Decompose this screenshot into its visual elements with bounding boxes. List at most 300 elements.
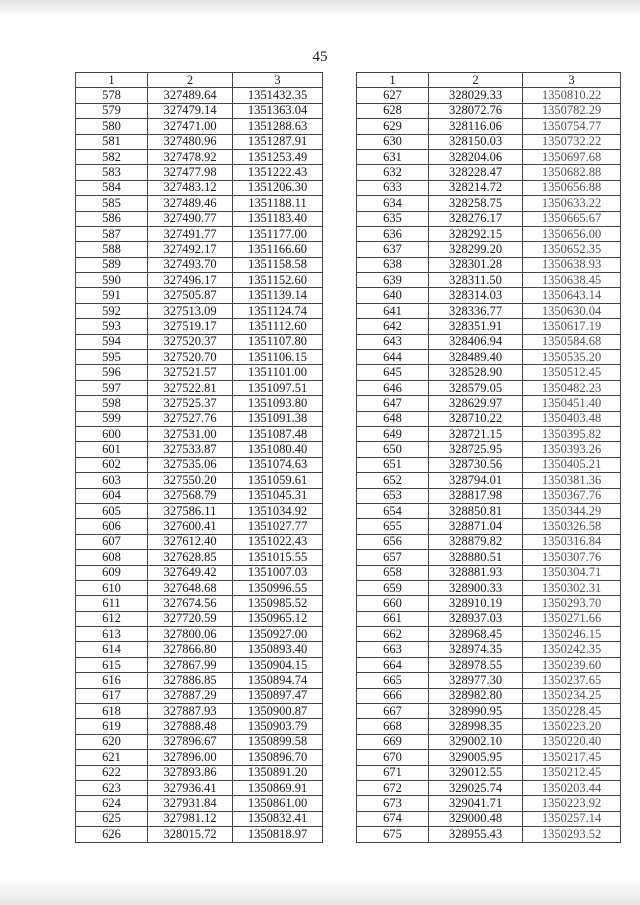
point-number-cell: 588 [76,242,148,257]
table-row [76,827,323,842]
x-coordinate-cell: 327886.85 [148,673,233,688]
point-number-cell: 663 [357,642,429,657]
y-coordinate-cell: 1351363.04 [233,103,323,118]
x-coordinate-cell: 328990.95 [429,704,523,719]
x-coordinate-cell: 327519.17 [148,319,233,334]
y-coordinate-cell: 1350535.20 [523,350,621,365]
y-coordinate-cell: 1351177.00 [233,226,323,241]
x-coordinate-cell: 327893.86 [148,765,233,780]
y-coordinate-cell: 1350643.14 [523,288,621,303]
x-coordinate-cell: 328900.33 [429,580,523,595]
x-coordinate-cell: 328204.06 [429,149,523,164]
x-coordinate-cell: 327496.17 [148,273,233,288]
table-row [357,811,621,826]
point-number-cell: 635 [357,211,429,226]
x-coordinate-cell: 329002.10 [429,734,523,749]
table-row [357,457,621,472]
x-coordinate-cell: 328336.77 [429,303,523,318]
table-row [357,319,621,334]
point-number-cell: 628 [357,103,429,118]
point-number-cell: 631 [357,149,429,164]
y-coordinate-cell: 1350228.45 [523,704,621,719]
point-number-cell: 596 [76,365,148,380]
y-coordinate-cell: 1350617.19 [523,319,621,334]
table-row [357,119,621,134]
point-number-cell: 626 [76,827,148,842]
x-coordinate-cell: 328978.55 [429,657,523,672]
y-coordinate-cell: 1350217.45 [523,750,621,765]
point-number-cell: 609 [76,565,148,580]
table-row [357,473,621,488]
y-coordinate-cell: 1350682.88 [523,165,621,180]
table-row [76,611,323,626]
x-coordinate-cell: 328351.91 [429,319,523,334]
x-coordinate-cell: 328292.15 [429,226,523,241]
x-coordinate-cell: 327525.37 [148,396,233,411]
y-coordinate-cell: 1350782.29 [523,103,621,118]
y-coordinate-cell: 1350405.21 [523,457,621,472]
point-number-cell: 661 [357,611,429,626]
x-coordinate-cell: 327478.92 [148,149,233,164]
x-coordinate-cell: 328314.03 [429,288,523,303]
y-coordinate-cell: 1350271.66 [523,611,621,626]
y-coordinate-cell: 1350652.35 [523,242,621,257]
table-row [357,180,621,195]
y-coordinate-cell: 1350656.88 [523,180,621,195]
x-coordinate-cell: 328116.06 [429,119,523,134]
point-number-cell: 592 [76,303,148,318]
table-row [357,257,621,272]
point-number-cell: 581 [76,134,148,149]
point-number-cell: 625 [76,811,148,826]
table-row [76,503,323,518]
point-number-cell: 586 [76,211,148,226]
point-number-cell: 670 [357,750,429,765]
x-coordinate-cell: 327490.77 [148,211,233,226]
x-coordinate-cell: 328879.82 [429,534,523,549]
table-row [76,765,323,780]
y-coordinate-cell: 1351093.80 [233,396,323,411]
point-number-cell: 604 [76,488,148,503]
point-number-cell: 645 [357,365,429,380]
table-row [76,734,323,749]
table-row [76,673,323,688]
table-row [76,334,323,349]
point-number-cell: 667 [357,704,429,719]
y-coordinate-cell: 1351253.49 [233,149,323,164]
point-number-cell: 607 [76,534,148,549]
x-coordinate-cell: 327936.41 [148,780,233,795]
table-row [76,396,323,411]
point-number-cell: 651 [357,457,429,472]
point-number-cell: 652 [357,473,429,488]
y-coordinate-cell: 1351034.92 [233,503,323,518]
table-row [76,565,323,580]
point-number-cell: 642 [357,319,429,334]
table-row [357,642,621,657]
table-row [76,149,323,164]
table-row [76,811,323,826]
y-coordinate-cell: 1350393.26 [523,442,621,457]
point-number-cell: 598 [76,396,148,411]
y-coordinate-cell: 1351124.74 [233,303,323,318]
y-coordinate-cell: 1350302.31 [523,580,621,595]
table-row [357,88,621,103]
point-number-cell: 641 [357,303,429,318]
x-coordinate-cell: 328276.17 [429,211,523,226]
x-coordinate-cell: 328871.04 [429,519,523,534]
y-coordinate-cell: 1350899.58 [233,734,323,749]
x-coordinate-cell: 328629.97 [429,396,523,411]
y-coordinate-cell: 1350638.45 [523,273,621,288]
x-coordinate-cell: 327649.42 [148,565,233,580]
point-number-cell: 647 [357,396,429,411]
point-number-cell: 648 [357,411,429,426]
y-coordinate-cell: 1350307.76 [523,550,621,565]
table-row [76,242,323,257]
table-row [357,750,621,765]
table-row [76,657,323,672]
x-coordinate-cell: 328721.15 [429,426,523,441]
y-coordinate-cell: 1350861.00 [233,796,323,811]
x-coordinate-cell: 327479.14 [148,103,233,118]
table-row [76,303,323,318]
y-coordinate-cell: 1351080.40 [233,442,323,457]
y-coordinate-cell: 1351432.35 [233,88,323,103]
point-number-cell: 654 [357,503,429,518]
point-number-cell: 579 [76,103,148,118]
point-number-cell: 640 [357,288,429,303]
table-row [76,580,323,595]
x-coordinate-cell: 328029.33 [429,88,523,103]
point-number-cell: 634 [357,196,429,211]
table-row [76,273,323,288]
x-coordinate-cell: 328794.01 [429,473,523,488]
point-number-cell: 669 [357,734,429,749]
x-coordinate-cell: 328489.40 [429,350,523,365]
header-cell-1: 1 [76,73,148,88]
y-coordinate-cell: 1350212.45 [523,765,621,780]
x-coordinate-cell: 328015.72 [148,827,233,842]
table-row [357,411,621,426]
header-cell-2: 2 [148,73,233,88]
x-coordinate-cell: 328710.22 [429,411,523,426]
table-row [357,334,621,349]
table-row [76,642,323,657]
table-row [357,211,621,226]
page-number: 45 [312,49,328,65]
point-number-cell: 666 [357,688,429,703]
x-coordinate-cell: 327521.57 [148,365,233,380]
point-number-cell: 650 [357,442,429,457]
x-coordinate-cell: 327628.85 [148,550,233,565]
table-row [76,426,323,441]
x-coordinate-cell: 327931.84 [148,796,233,811]
x-coordinate-cell: 327471.00 [148,119,233,134]
point-number-cell: 599 [76,411,148,426]
x-coordinate-cell: 328072.76 [429,103,523,118]
point-number-cell: 627 [357,88,429,103]
y-coordinate-cell: 1351022.43 [233,534,323,549]
point-number-cell: 675 [357,827,429,842]
table-row [357,719,621,734]
y-coordinate-cell: 1350754.77 [523,119,621,134]
y-coordinate-cell: 1351101.00 [233,365,323,380]
point-number-cell: 639 [357,273,429,288]
x-coordinate-cell: 327480.96 [148,134,233,149]
x-coordinate-cell: 327612.40 [148,534,233,549]
x-coordinate-cell: 328937.03 [429,611,523,626]
point-number-cell: 665 [357,673,429,688]
table-row [76,488,323,503]
point-number-cell: 580 [76,119,148,134]
header-cell-2: 2 [429,73,523,88]
table-row [76,288,323,303]
table-row [76,350,323,365]
y-coordinate-cell: 1350395.82 [523,426,621,441]
y-coordinate-cell: 1351222.43 [233,165,323,180]
point-number-cell: 587 [76,226,148,241]
table-row [76,319,323,334]
x-coordinate-cell: 327586.11 [148,503,233,518]
x-coordinate-cell: 327535.06 [148,457,233,472]
table-row [357,226,621,241]
point-number-cell: 601 [76,442,148,457]
coordinates-table-left [75,72,323,843]
point-number-cell: 618 [76,704,148,719]
y-coordinate-cell: 1350996.55 [233,580,323,595]
table-row [357,442,621,457]
y-coordinate-cell: 1351112.60 [233,319,323,334]
y-coordinate-cell: 1350220.40 [523,734,621,749]
table-row [357,503,621,518]
x-coordinate-cell: 327489.46 [148,196,233,211]
y-coordinate-cell: 1350965.12 [233,611,323,626]
y-coordinate-cell: 1350732.22 [523,134,621,149]
y-coordinate-cell: 1350869.91 [233,780,323,795]
x-coordinate-cell: 327531.00 [148,426,233,441]
table-row [76,719,323,734]
point-number-cell: 608 [76,550,148,565]
y-coordinate-cell: 1350927.00 [233,627,323,642]
x-coordinate-cell: 328982.80 [429,688,523,703]
y-coordinate-cell: 1351152.60 [233,273,323,288]
y-coordinate-cell: 1350381.36 [523,473,621,488]
y-coordinate-cell: 1350482.23 [523,380,621,395]
y-coordinate-cell: 1351015.55 [233,550,323,565]
point-number-cell: 590 [76,273,148,288]
table-row [357,488,621,503]
table-row [357,350,621,365]
y-coordinate-cell: 1351107.80 [233,334,323,349]
y-coordinate-cell: 1350242.35 [523,642,621,657]
y-coordinate-cell: 1350697.68 [523,149,621,164]
point-number-cell: 582 [76,149,148,164]
table-row [357,550,621,565]
y-coordinate-cell: 1350293.70 [523,596,621,611]
point-number-cell: 602 [76,457,148,472]
y-coordinate-cell: 1351288.63 [233,119,323,134]
table-row [357,657,621,672]
point-number-cell: 616 [76,673,148,688]
x-coordinate-cell: 328299.20 [429,242,523,257]
x-coordinate-cell: 327648.68 [148,580,233,595]
y-coordinate-cell: 1350903.79 [233,719,323,734]
x-coordinate-cell: 328880.51 [429,550,523,565]
table-row [357,704,621,719]
point-number-cell: 672 [357,780,429,795]
header-cell-3: 3 [523,73,621,88]
point-number-cell: 658 [357,565,429,580]
table-row [357,827,621,842]
y-coordinate-cell: 1350293.52 [523,827,621,842]
point-number-cell: 617 [76,688,148,703]
y-coordinate-cell: 1351139.14 [233,288,323,303]
x-coordinate-cell: 328579.05 [429,380,523,395]
point-number-cell: 621 [76,750,148,765]
x-coordinate-cell: 328850.81 [429,503,523,518]
point-number-cell: 632 [357,165,429,180]
table-row [76,596,323,611]
point-number-cell: 623 [76,780,148,795]
point-number-cell: 603 [76,473,148,488]
table-row [76,257,323,272]
y-coordinate-cell: 1351027.77 [233,519,323,534]
x-coordinate-cell: 327896.67 [148,734,233,749]
table-row [76,134,323,149]
x-coordinate-cell: 327520.70 [148,350,233,365]
x-coordinate-cell: 328955.43 [429,827,523,842]
table-row [76,750,323,765]
table-row [76,550,323,565]
x-coordinate-cell: 328214.72 [429,180,523,195]
table-row [76,103,323,118]
header-cell-3: 3 [233,73,323,88]
point-number-cell: 630 [357,134,429,149]
y-coordinate-cell: 1351045.31 [233,488,323,503]
table-row [357,134,621,149]
table-row [357,303,621,318]
point-number-cell: 595 [76,350,148,365]
point-number-cell: 593 [76,319,148,334]
y-coordinate-cell: 1350633.22 [523,196,621,211]
y-coordinate-cell: 1350367.76 [523,488,621,503]
table-header-row [76,73,323,88]
y-coordinate-cell: 1351106.15 [233,350,323,365]
x-coordinate-cell: 328301.28 [429,257,523,272]
point-number-cell: 649 [357,426,429,441]
y-coordinate-cell: 1350818.97 [233,827,323,842]
x-coordinate-cell: 328974.35 [429,642,523,657]
point-number-cell: 636 [357,226,429,241]
x-coordinate-cell: 327527.76 [148,411,233,426]
x-coordinate-cell: 327720.59 [148,611,233,626]
x-coordinate-cell: 328258.75 [429,196,523,211]
table-row [76,226,323,241]
point-number-cell: 606 [76,519,148,534]
point-number-cell: 585 [76,196,148,211]
table-row [357,149,621,164]
point-number-cell: 643 [357,334,429,349]
point-number-cell: 637 [357,242,429,257]
point-number-cell: 583 [76,165,148,180]
y-coordinate-cell: 1350403.48 [523,411,621,426]
y-coordinate-cell: 1350893.40 [233,642,323,657]
x-coordinate-cell: 327493.70 [148,257,233,272]
x-coordinate-cell: 329005.95 [429,750,523,765]
x-coordinate-cell: 328528.90 [429,365,523,380]
x-coordinate-cell: 327522.81 [148,380,233,395]
y-coordinate-cell: 1350985.52 [233,596,323,611]
table-row [357,288,621,303]
y-coordinate-cell: 1351074.63 [233,457,323,472]
x-coordinate-cell: 328150.03 [429,134,523,149]
point-number-cell: 600 [76,426,148,441]
point-number-cell: 657 [357,550,429,565]
point-number-cell: 671 [357,765,429,780]
table-row [357,596,621,611]
x-coordinate-cell: 328817.98 [429,488,523,503]
x-coordinate-cell: 328977.30 [429,673,523,688]
y-coordinate-cell: 1351059.61 [233,473,323,488]
table-row [76,796,323,811]
y-coordinate-cell: 1350904.15 [233,657,323,672]
y-coordinate-cell: 1350257.14 [523,811,621,826]
y-coordinate-cell: 1350891.20 [233,765,323,780]
point-number-cell: 662 [357,627,429,642]
table-row [357,673,621,688]
table-row [357,273,621,288]
point-number-cell: 620 [76,734,148,749]
table-row [357,365,621,380]
x-coordinate-cell: 328406.94 [429,334,523,349]
x-coordinate-cell: 327483.12 [148,180,233,195]
x-coordinate-cell: 327491.77 [148,226,233,241]
table-row [76,180,323,195]
x-coordinate-cell: 327477.98 [148,165,233,180]
table-row [76,442,323,457]
y-coordinate-cell: 1351097.51 [233,380,323,395]
point-number-cell: 660 [357,596,429,611]
y-coordinate-cell: 1351188.11 [233,196,323,211]
x-coordinate-cell: 327505.87 [148,288,233,303]
x-coordinate-cell: 329000.48 [429,811,523,826]
y-coordinate-cell: 1350203.44 [523,780,621,795]
table-row [76,534,323,549]
y-coordinate-cell: 1350896.70 [233,750,323,765]
table-row [357,688,621,703]
point-number-cell: 653 [357,488,429,503]
table-row [76,411,323,426]
table-row [357,765,621,780]
table-row [76,165,323,180]
table-row [76,196,323,211]
y-coordinate-cell: 1350630.04 [523,303,621,318]
point-number-cell: 644 [357,350,429,365]
y-coordinate-cell: 1351007.03 [233,565,323,580]
x-coordinate-cell: 328968.45 [429,627,523,642]
y-coordinate-cell: 1350512.45 [523,365,621,380]
x-coordinate-cell: 327568.79 [148,488,233,503]
y-coordinate-cell: 1351087.48 [233,426,323,441]
x-coordinate-cell: 329012.55 [429,765,523,780]
point-number-cell: 624 [76,796,148,811]
point-number-cell: 674 [357,811,429,826]
table-row [357,611,621,626]
y-coordinate-cell: 1350234.25 [523,688,621,703]
x-coordinate-cell: 328725.95 [429,442,523,457]
y-coordinate-cell: 1350237.65 [523,673,621,688]
